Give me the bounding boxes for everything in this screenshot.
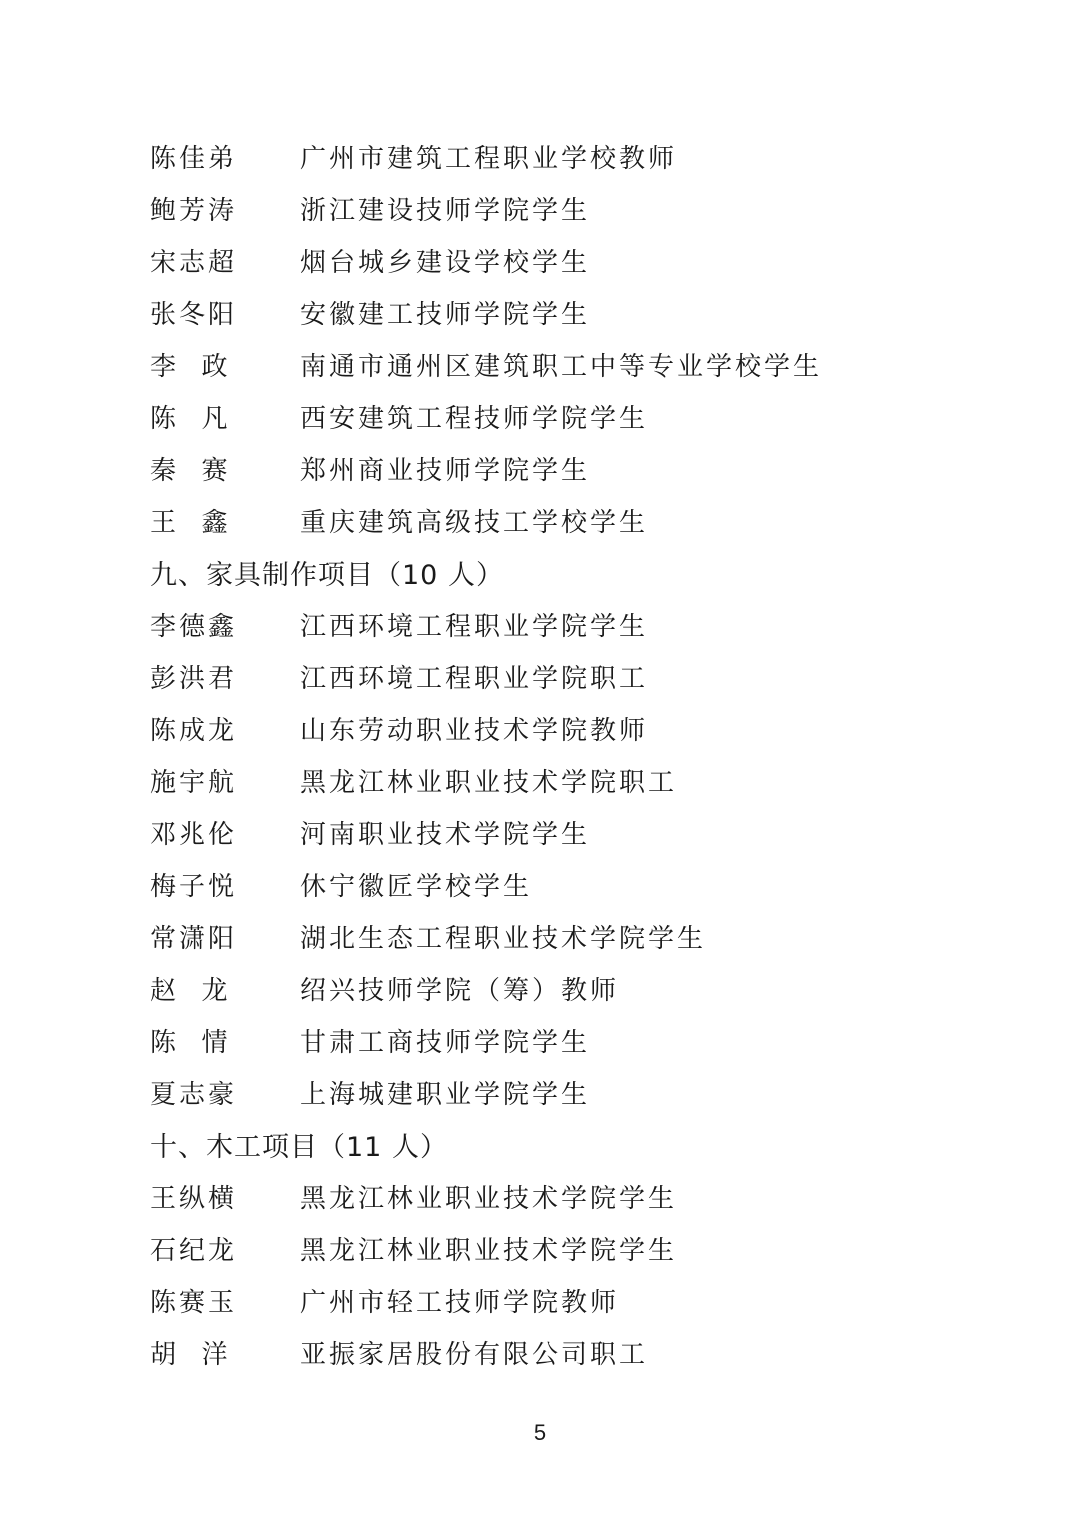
person-name: 李德鑫	[150, 611, 238, 642]
person-name: 秦 赛	[150, 455, 231, 486]
list-item	[150, 1326, 970, 1378]
person-name: 李 政	[150, 351, 231, 382]
list-item	[150, 1014, 970, 1066]
organization-name: 江西环境工程职业学院职工	[300, 663, 649, 694]
organization-name: 休宁徽匠学校学生	[300, 871, 533, 902]
organization-name: 亚振家居股份有限公司职工	[300, 1339, 649, 1370]
section-heading: 十、木工项目（11 人）	[150, 1131, 448, 1163]
list-item	[150, 1170, 970, 1222]
person-name: 陈成龙	[150, 715, 238, 746]
list-item	[150, 702, 970, 754]
list-item	[150, 494, 970, 546]
list-item	[150, 286, 970, 338]
organization-name: 上海城建职业学院学生	[300, 1079, 591, 1110]
list-item	[150, 858, 970, 910]
person-name: 鲍芳涛	[150, 195, 238, 226]
list-item	[150, 234, 970, 286]
person-name: 陈 凡	[150, 403, 231, 434]
organization-name: 重庆建筑高级技工学校学生	[300, 507, 649, 538]
organization-name: 广州市建筑工程职业学校教师	[300, 143, 678, 174]
organization-name: 山东劳动职业技术学院教师	[300, 715, 649, 746]
organization-name: 西安建筑工程技师学院学生	[300, 403, 649, 434]
organization-name: 安徽建工技师学院学生	[300, 299, 591, 330]
list-item	[150, 1222, 970, 1274]
person-name: 梅子悦	[150, 871, 238, 902]
document-body	[150, 130, 970, 1378]
person-name: 宋志超	[150, 247, 238, 278]
list-item	[150, 1066, 970, 1118]
organization-name: 南通市通州区建筑职工中等专业学校学生	[300, 351, 823, 382]
person-name: 夏志豪	[150, 1079, 238, 1110]
person-name: 陈 情	[150, 1027, 231, 1058]
person-name: 陈佳弟	[150, 143, 238, 174]
list-item	[150, 338, 970, 390]
person-name: 王纵横	[150, 1183, 238, 1214]
organization-name: 湖北生态工程职业技术学院学生	[300, 923, 707, 954]
person-name: 胡 洋	[150, 1339, 231, 1370]
organization-name: 河南职业技术学院学生	[300, 819, 591, 850]
organization-name: 江西环境工程职业学院学生	[300, 611, 649, 642]
list-item	[150, 182, 970, 234]
list-item	[150, 130, 970, 182]
person-name: 王 鑫	[150, 507, 231, 538]
organization-name: 黑龙江林业职业技术学院学生	[300, 1235, 678, 1266]
list-item	[150, 598, 970, 650]
organization-name: 烟台城乡建设学校学生	[300, 247, 591, 278]
list-item	[150, 806, 970, 858]
person-name: 施宇航	[150, 767, 238, 798]
list-item	[150, 962, 970, 1014]
list-item	[150, 442, 970, 494]
list-item	[150, 754, 970, 806]
organization-name: 黑龙江林业职业技术学院职工	[300, 767, 678, 798]
organization-name: 黑龙江林业职业技术学院学生	[300, 1183, 678, 1214]
organization-name: 浙江建设技师学院学生	[300, 195, 591, 226]
organization-name: 绍兴技师学院（筹）教师	[300, 975, 620, 1006]
person-name: 张冬阳	[150, 299, 238, 330]
list-item	[150, 1274, 970, 1326]
person-name: 常潇阳	[150, 923, 238, 954]
person-name: 石纪龙	[150, 1235, 238, 1266]
person-name: 邓兆伦	[150, 819, 238, 850]
list-item	[150, 390, 970, 442]
organization-name: 郑州商业技师学院学生	[300, 455, 591, 486]
person-name: 陈赛玉	[150, 1287, 238, 1318]
person-name: 彭洪君	[150, 663, 238, 694]
organization-name: 甘肃工商技师学院学生	[300, 1027, 591, 1058]
list-item	[150, 650, 970, 702]
organization-name: 广州市轻工技师学院教师	[300, 1287, 620, 1318]
section-heading: 九、家具制作项目（10 人）	[150, 559, 504, 591]
page-number: 5	[533, 1420, 547, 1445]
list-item	[150, 910, 970, 962]
person-name: 赵 龙	[150, 975, 231, 1006]
